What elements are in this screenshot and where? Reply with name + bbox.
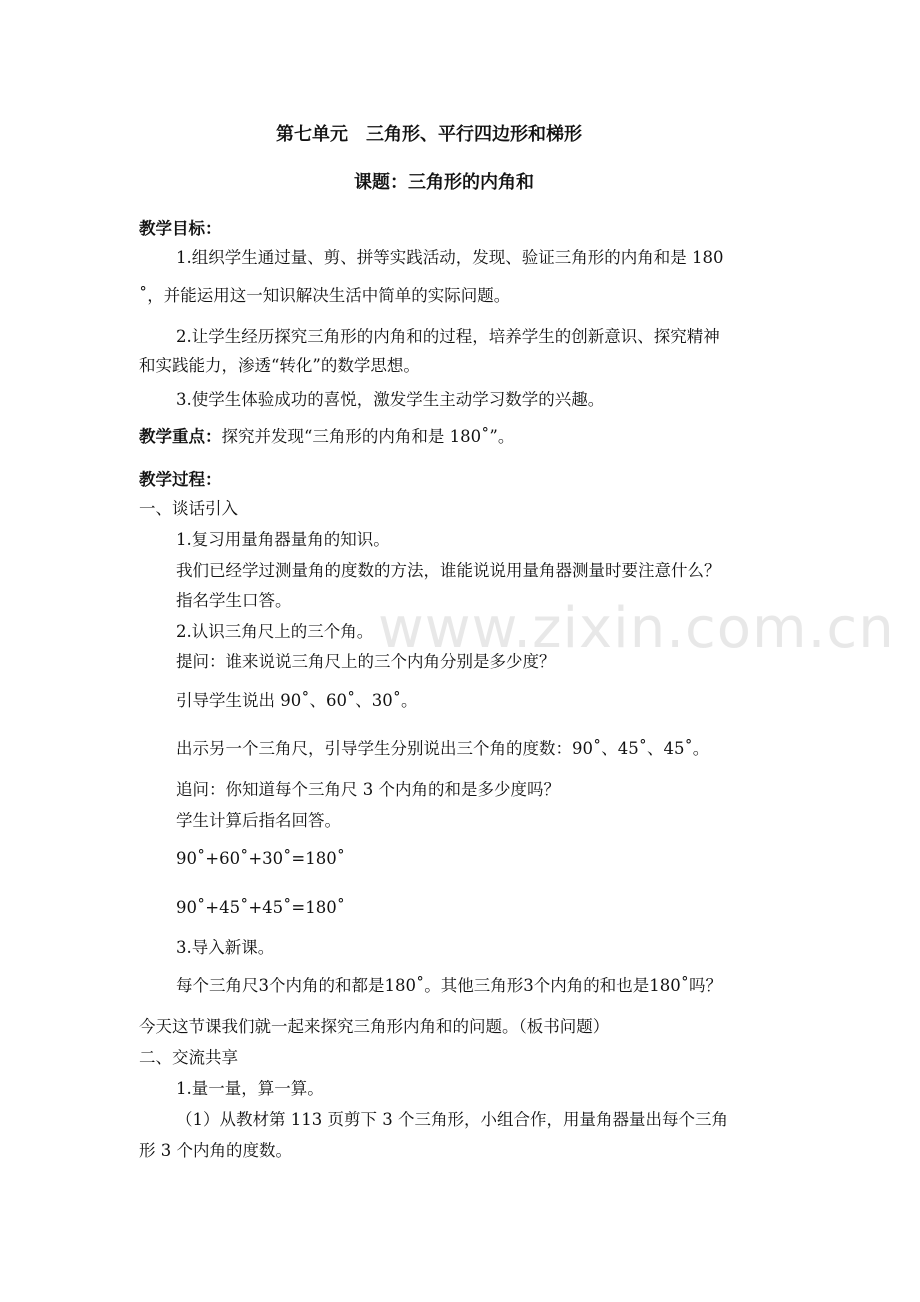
paragraph: （1）从教材第 113 页剪下 3 个三角形，小组合作，用量角器量出每个三角 (176, 1110, 728, 1129)
lesson-subtitle: 课题：三角形的内角和 (354, 172, 534, 193)
paragraph: 今天这节课我们就一起来探究三角形内角和的问题。（板书问题） (139, 1017, 610, 1036)
key-point-label: 教学重点： (139, 427, 222, 446)
paragraph: 引导学生说出 90˚、60˚、30˚。 (176, 691, 418, 710)
objective-2-line-2: 和实践能力，渗透“转化”的数学思想。 (139, 356, 420, 375)
section-1-heading: 一、谈话引入 (139, 499, 238, 518)
paragraph: 指名学生口答。 (176, 591, 292, 610)
paragraph: 每个三角尺3个内角的和都是180˚。其他三角形3个内角的和也是180˚吗？ (176, 976, 722, 995)
key-point (139, 426, 514, 448)
paragraph: 我们已经学过测量角的度数的方法，谁能说说用量角器测量时要注意什么？ (176, 561, 721, 580)
paragraph: 学生计算后指名回答。 (176, 811, 341, 830)
page-title: 第七单元 三角形、平行四边形和梯形 (276, 124, 582, 145)
objective-1-line-1: 1.组织学生通过量、剪、拼等实践活动，发现、验证三角形的内角和是 180 (176, 248, 724, 267)
objective-2-line-1: 2.让学生经历探究三角形的内角和的过程，培养学生的创新意识、探究精神 (176, 327, 720, 346)
paragraph: 提问：谁来说说三角尺上的三个内角分别是多少度？ (176, 652, 556, 671)
paragraph: 3.导入新课。 (176, 938, 275, 957)
paragraph: 1.复习用量角器量角的知识。 (176, 530, 390, 549)
watermark: www.zixin.com.cn (378, 596, 895, 661)
equation: 90˚+60˚+30˚=180˚ (176, 849, 345, 868)
paragraph: 形 3 个内角的度数。 (139, 1141, 292, 1160)
paragraph: 2.认识三角尺上的三个角。 (176, 622, 374, 641)
objectives-heading: 教学目标： (139, 219, 222, 238)
equation: 90˚+45˚+45˚=180˚ (176, 898, 345, 917)
objective-3: 3.使学生体验成功的喜悦，激发学生主动学习数学的兴趣。 (176, 390, 605, 409)
process-heading: 教学过程： (139, 470, 222, 489)
objective-1-line-2: ˚，并能运用这一知识解决生活中简单的实际问题。 (139, 286, 511, 305)
section-2-heading: 二、交流共享 (139, 1048, 238, 1067)
paragraph: 追问：你知道每个三角尺 3 个内角的和是多少度吗？ (176, 780, 560, 799)
key-point-text: 探究并发现“三角形的内角和是 180˚”。 (221, 427, 515, 446)
paragraph: 出示另一个三角尺，引导学生分别说出三个角的度数：90˚、45˚、45˚。 (176, 739, 710, 758)
paragraph: 1.量一量，算一算。 (176, 1079, 324, 1098)
